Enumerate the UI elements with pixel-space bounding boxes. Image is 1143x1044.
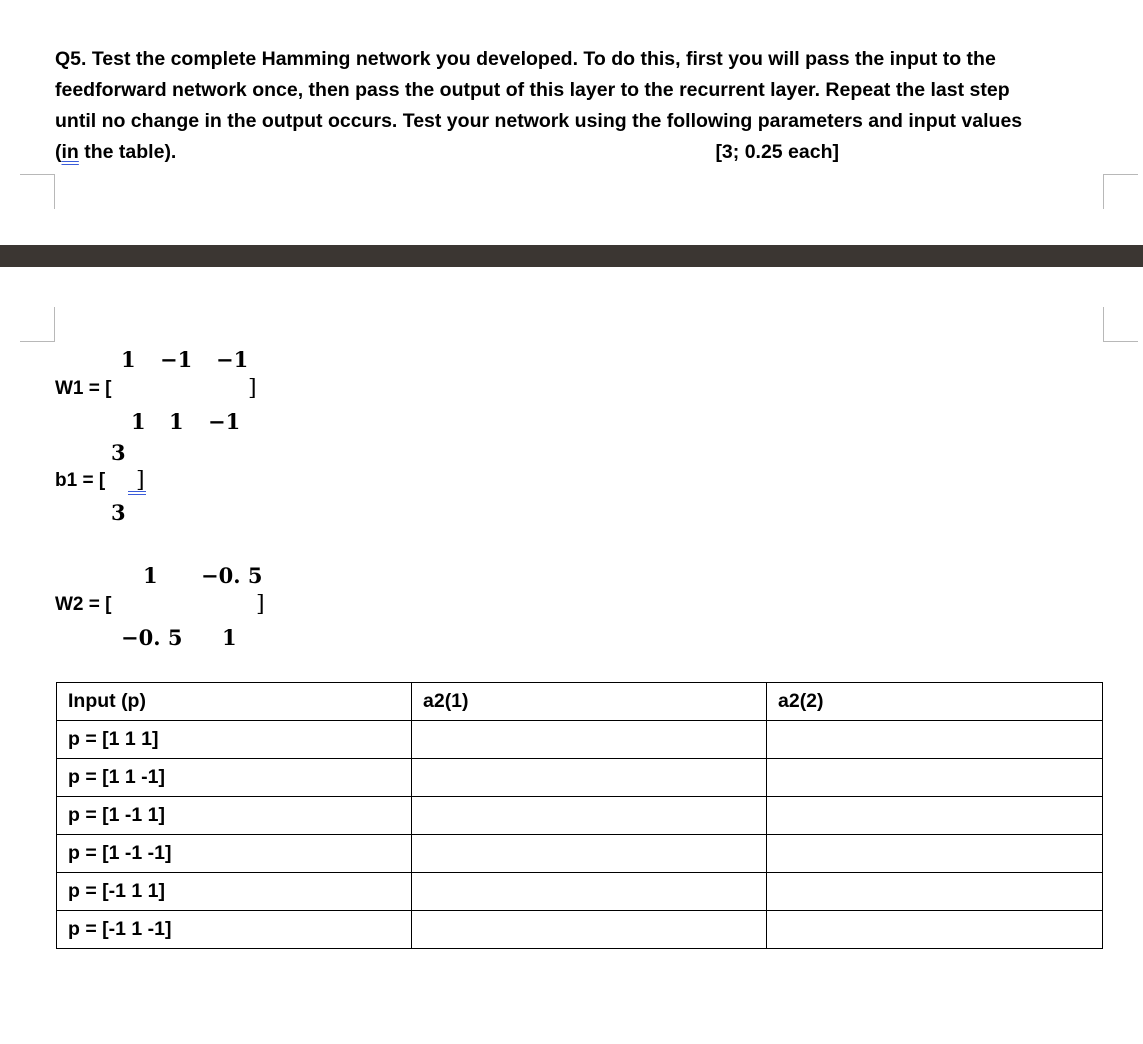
a2-1-cell[interactable]: [412, 835, 767, 873]
equation-placeholder-mark: [128, 491, 146, 495]
b1-r2: 3: [111, 500, 126, 525]
a2-2-cell[interactable]: [767, 835, 1103, 873]
question-line: until no change in the output occurs. Test your network using the following parameters and input values: [55, 110, 1023, 132]
w2-r1-c2: −0. 5: [201, 563, 263, 588]
a2-2-cell[interactable]: [767, 797, 1103, 835]
w1-r2-c2: 1: [169, 409, 184, 434]
input-cell: p = [1 1 1]: [57, 721, 412, 759]
a2-2-cell[interactable]: [767, 911, 1103, 949]
margin-corner-mark: [1103, 307, 1138, 342]
input-cell: p = [1 1 -1]: [57, 759, 412, 797]
marks-label: [3; 0.25 each]: [715, 141, 839, 163]
header-a2-2: a2(2): [767, 683, 1103, 721]
w1-r2-c3: −1: [208, 409, 241, 434]
a2-1-cell[interactable]: [412, 721, 767, 759]
w1-r1-c3: −1: [216, 347, 249, 372]
question-line: Q5. Test the complete Hamming network you developed. To do this, first you will pass the input to the: [55, 48, 996, 70]
question-last-text: [55, 137, 176, 168]
w2-r2-c1: −0. 5: [121, 625, 183, 650]
table-header-row: [57, 683, 1103, 721]
w2-r1-c1: 1: [143, 563, 158, 588]
a2-1-cell[interactable]: [412, 797, 767, 835]
input-cell: p = [1 -1 1]: [57, 797, 412, 835]
b1-close-bracket: ]: [136, 468, 145, 493]
w1-label: W1 = [: [55, 378, 112, 399]
table-row: [57, 759, 1103, 797]
header-a2-1: a2(1): [412, 683, 767, 721]
page-break-bar: [0, 245, 1143, 267]
question-line: feedforward network once, then pass the output of this layer to the recurrent layer. Repeat the last step: [55, 79, 1010, 101]
margin-corner-mark: [20, 307, 55, 342]
w1-r1-c2: −1: [160, 347, 193, 372]
spellcheck-word: in: [61, 141, 79, 163]
w2-close-bracket: ]: [256, 592, 265, 617]
header-input: Input (p): [57, 683, 412, 721]
question-last-rest: the table).: [78, 141, 177, 163]
a2-1-cell[interactable]: [412, 911, 767, 949]
input-cell: p = [-1 1 -1]: [57, 911, 412, 949]
b1-label: b1 = [: [55, 470, 106, 491]
a2-1-cell[interactable]: [412, 759, 767, 797]
paren-open: (: [55, 141, 62, 163]
table-row: [57, 911, 1103, 949]
table-row: [57, 873, 1103, 911]
margin-corner-mark: [20, 174, 55, 209]
question-text: [55, 44, 1105, 168]
b1-r1: 3: [111, 440, 126, 465]
input-cell: p = [-1 1 1]: [57, 873, 412, 911]
w1-r1-c1: 1: [121, 347, 136, 372]
table-row: [57, 835, 1103, 873]
w2-r2-c2: 1: [222, 625, 237, 650]
margin-corner-mark: [1103, 174, 1138, 209]
a2-2-cell[interactable]: [767, 873, 1103, 911]
w1-r2-c1: 1: [131, 409, 146, 434]
a2-1-cell[interactable]: [412, 873, 767, 911]
a2-2-cell[interactable]: [767, 759, 1103, 797]
w1-close-bracket: ]: [248, 376, 257, 401]
table-row: [57, 721, 1103, 759]
w2-label: W2 = [: [55, 594, 112, 615]
question-last-line: [55, 137, 839, 168]
input-output-table: [56, 682, 1103, 949]
input-cell: p = [1 -1 -1]: [57, 835, 412, 873]
a2-2-cell[interactable]: [767, 721, 1103, 759]
table-row: [57, 797, 1103, 835]
